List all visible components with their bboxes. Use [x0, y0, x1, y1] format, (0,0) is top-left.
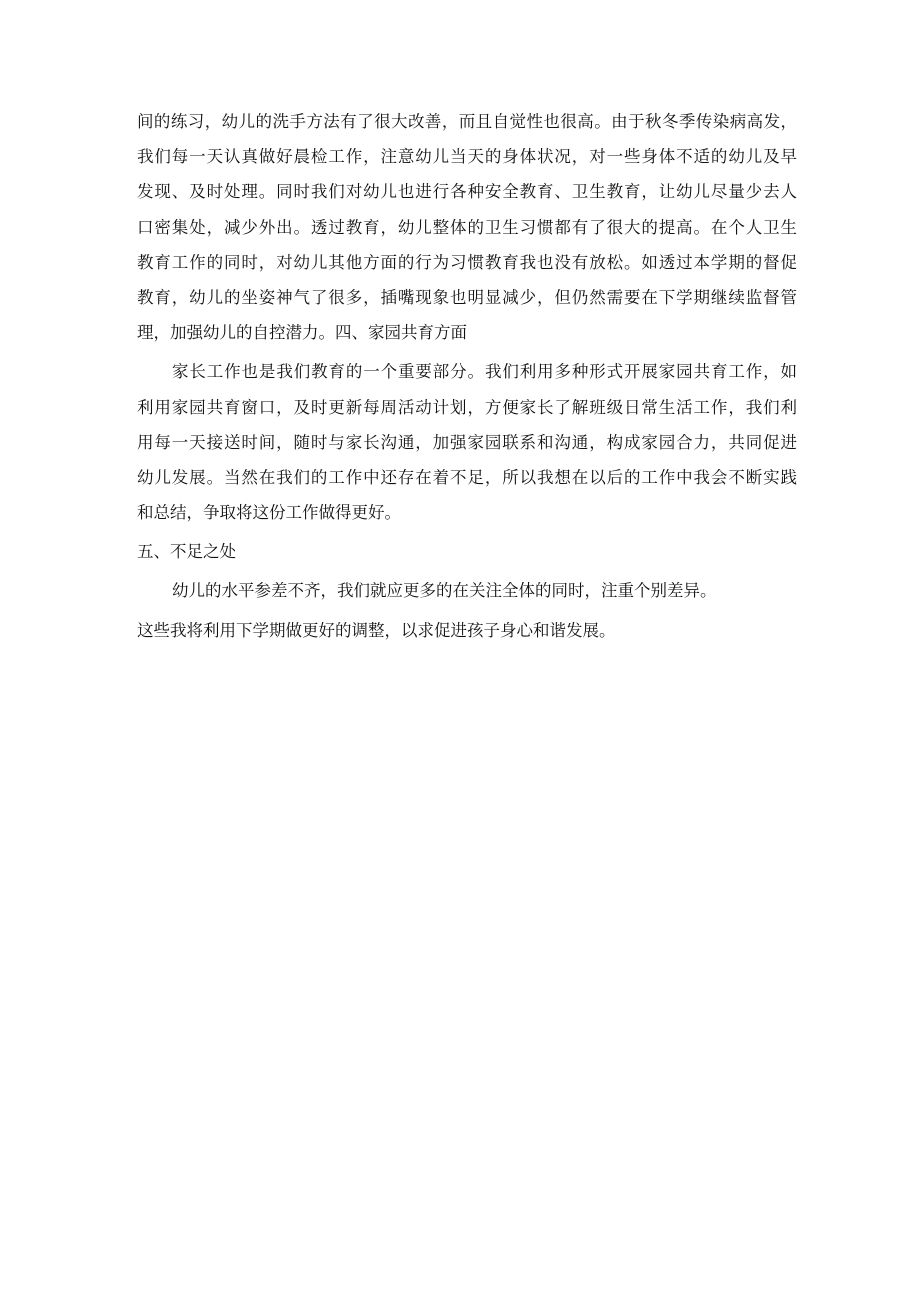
text-line: 教育，幼儿的坐姿神气了很多，插嘴现象也明显减少，但仍然需要在下学期继续监督管: [137, 287, 797, 307]
paragraph-home-school-cooperation: [137, 354, 797, 530]
document-body: [137, 104, 797, 648]
text-line: 发现、及时处理。同时我们对幼儿也进行各种安全教育、卫生教育，让幼儿尽量少去人: [137, 182, 797, 202]
text-line: 教育工作的同时，对幼儿其他方面的行为习惯教育我也没有放松。如透过本学期的督促: [137, 252, 797, 272]
text-line: 家长工作也是我们教育的一个重要部分。我们利用多种形式开展家园共育工作，如: [172, 362, 797, 382]
text-line: 幼儿发展。当然在我们的工作中还存在着不足，所以我想在以后的工作中我会不断实践: [137, 467, 797, 487]
paragraph-shortcomings: 幼儿的水平参差不齐，我们就应更多的在关注全体的同时，注重个别差异。: [172, 581, 717, 601]
section-heading-shortcomings: 五、不足之处: [137, 542, 236, 562]
text-line: 口密集处，减少外出。透过教育，幼儿整体的卫生习惯都有了很大的提高。在个人卫生: [137, 217, 797, 237]
text-line: 用每一天接送时间，随时与家长沟通，加强家园联系和沟通，构成家园合力，共同促进: [137, 432, 797, 452]
text-line: 间的练习，幼儿的洗手方法有了很大改善，而且自觉性也很高。由于秋冬季传染病高发，: [137, 112, 797, 131]
text-line: 理，加强幼儿的自控潜力。四、家园共育方面: [137, 323, 467, 343]
paragraph-conclusion: 这些我将利用下学期做更好的调整，以求促进孩子身心和谐发展。: [137, 620, 616, 640]
text-line: 和总结，争取将这份工作做得更好。: [137, 503, 401, 523]
paragraph-hygiene-education: [137, 104, 797, 350]
text-line: 我们每一天认真做好晨检工作，注意幼儿当天的身体状况，对一些身体不适的幼儿及早: [137, 147, 797, 167]
text-line: 利用家园共育窗口，及时更新每周活动计划，方便家长了解班级日常生活工作，我们利: [137, 397, 797, 417]
